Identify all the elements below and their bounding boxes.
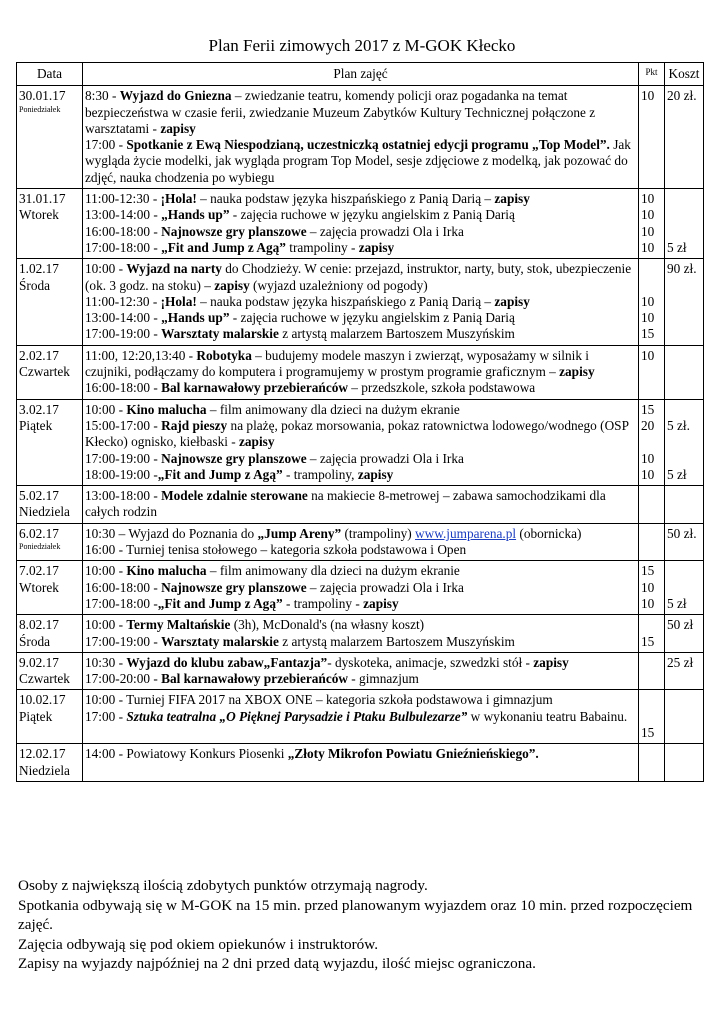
schedule-table bbox=[16, 62, 704, 782]
pkt-cell bbox=[639, 399, 665, 485]
day-of-week: Środa bbox=[19, 633, 51, 649]
activity-line: 17:00-19:00 - Najnowsze gry planszowe – zajęcia prowadzi Ola i Irka bbox=[85, 450, 464, 466]
activity-line: 17:00-20:00 - Bal karnawałowy przebierańców - gimnazjum bbox=[85, 671, 419, 687]
date-value: 5.02.17 bbox=[19, 488, 59, 504]
points-value: 15 bbox=[641, 401, 655, 417]
activity-line: 16:00-18:00 - Bal karnawałowy przebierańców – przedszkole, szkoła podstawowa bbox=[85, 380, 536, 396]
points-value: 10 bbox=[641, 310, 655, 326]
points-value: 20 bbox=[641, 417, 655, 433]
activity-line: 10:30 – Wyjazd do Poznania do „Jump Areny” (trampoliny) www.jumparena.pl (obornicka) bbox=[85, 525, 582, 541]
cost-value: 50 zł. bbox=[667, 525, 697, 541]
koszt-cell bbox=[665, 86, 704, 189]
footer-note: Zajęcia odbywają się pod okiem opiekunów i instruktorów. bbox=[18, 935, 379, 953]
cost-value: 50 zł bbox=[667, 617, 694, 633]
date-cell bbox=[17, 259, 83, 345]
activity-line: 10:00 - Kino malucha – film animowany dla dzieci na dużym ekranie bbox=[85, 563, 460, 579]
pkt-cell bbox=[639, 744, 665, 782]
points-value: 10 bbox=[641, 239, 655, 255]
activity-line: 10:30 - Wyjazd do klubu zabaw„Fantazja”- dyskoteka, animacje, szwedzki stół - zapisy bbox=[85, 654, 569, 670]
activity-line: 14:00 - Powiatowy Konkurs Piosenki „Złoty Mikrofon Powiatu Gnieźnieńskiego”. bbox=[85, 746, 539, 762]
table-row bbox=[17, 561, 704, 615]
footer-note: Zapisy na wyjazdy najpóźniej na 2 dni przed datą wyjazdu, ilość miejsc ograniczona. bbox=[18, 955, 536, 973]
pkt-cell bbox=[639, 486, 665, 524]
pkt-cell bbox=[639, 561, 665, 615]
plan-cell bbox=[83, 523, 639, 561]
table-row bbox=[17, 523, 704, 561]
cost-value: 5 zł bbox=[667, 466, 687, 482]
points-value: 10 bbox=[641, 191, 655, 207]
activity-line: 13:00-14:00 - „Hands up” - zajęcia ruchowe w języku angielskim z Panią Darią bbox=[85, 207, 515, 223]
cost-value: 5 zł bbox=[667, 595, 687, 611]
activity-line: 17:00 - Sztuka teatralna „O Pięknej Parysadzie i Ptaku Bulbulezarze” w wykonaniu teatru Babainu. bbox=[85, 708, 628, 724]
date-cell bbox=[17, 345, 83, 399]
table-row bbox=[17, 189, 704, 259]
plan-cell bbox=[83, 259, 639, 345]
date-cell bbox=[17, 690, 83, 744]
date-cell bbox=[17, 615, 83, 653]
day-of-week: Poniedziałek bbox=[19, 104, 61, 114]
points-value: 15 bbox=[641, 724, 655, 740]
date-value: 2.02.17 bbox=[19, 347, 59, 363]
pkt-cell bbox=[639, 615, 665, 653]
day-of-week: Poniedziałek bbox=[19, 542, 61, 552]
activity-line: 8:30 - Wyjazd do Gniezna – zwiedzanie teatru, komendy policji oraz pogadanka na temat bezpieczeństwa w czasie ferii, zwiedzanie Muzeum Zabytków Kultury Technicznej połączone z warsztatami - zapisy bbox=[85, 88, 596, 136]
day-of-week: Niedziela bbox=[19, 504, 70, 520]
table-row bbox=[17, 652, 704, 690]
koszt-cell bbox=[665, 259, 704, 345]
points-value: 10 bbox=[641, 595, 655, 611]
points-value: 15 bbox=[641, 563, 655, 579]
activity-line: 17:00-19:00 - Warsztaty malarskie z artystą malarzem Bartoszem Muszyńskim bbox=[85, 326, 515, 342]
activity-line: 13:00-18:00 - Modele zdalnie sterowane na makiecie 8-metrowej – zabawa samochodzikami dla całych rodzin bbox=[85, 488, 606, 520]
cost-value: 5 zł bbox=[667, 239, 687, 255]
koszt-cell bbox=[665, 345, 704, 399]
points-value: 10 bbox=[641, 293, 655, 309]
date-cell bbox=[17, 86, 83, 189]
points-value: 10 bbox=[641, 207, 655, 223]
table-row bbox=[17, 744, 704, 782]
header-date: Data bbox=[17, 63, 83, 86]
table-row bbox=[17, 86, 704, 189]
date-value: 7.02.17 bbox=[19, 563, 59, 579]
activity-line: 17:00 - Spotkanie z Ewą Niespodzianą, uczestniczką ostatniej edycji programu „Top Model”. Jak wygląda życie modelki, jak wygląda program Top Model, sesje zdjęciowe z modelką, jak pozować do zdjęć, nauka chodzenia po wybiegu bbox=[85, 137, 631, 185]
day-of-week: Piątek bbox=[19, 417, 53, 433]
day-of-week: Wtorek bbox=[19, 579, 59, 595]
date-value: 6.02.17 bbox=[19, 525, 59, 541]
koszt-cell bbox=[665, 652, 704, 690]
date-cell bbox=[17, 744, 83, 782]
header-plan: Plan zajęć bbox=[83, 63, 639, 86]
pkt-cell bbox=[639, 86, 665, 189]
plan-cell bbox=[83, 744, 639, 782]
date-cell bbox=[17, 486, 83, 524]
date-value: 3.02.17 bbox=[19, 401, 59, 417]
footer-notes bbox=[18, 876, 708, 974]
pkt-cell bbox=[639, 523, 665, 561]
table-row bbox=[17, 486, 704, 524]
points-value: 10 bbox=[641, 466, 655, 482]
cost-value: 5 zł. bbox=[667, 417, 690, 433]
koszt-cell bbox=[665, 744, 704, 782]
cost-value: 90 zł. bbox=[667, 261, 697, 277]
plan-cell bbox=[83, 345, 639, 399]
date-value: 9.02.17 bbox=[19, 654, 59, 670]
day-of-week: Czwartek bbox=[19, 364, 70, 380]
pkt-cell bbox=[639, 345, 665, 399]
activity-line: 17:00-18:00 -„Fit and Jump z Agą” - trampoliny - zapisy bbox=[85, 595, 399, 611]
activity-line: 17:00-18:00 - „Fit and Jump z Agą” trampoliny - zapisy bbox=[85, 239, 395, 255]
table-row bbox=[17, 690, 704, 744]
date-cell bbox=[17, 652, 83, 690]
footer-note: Spotkania odbywają się w M-GOK na 15 min. przed planowanym wyjazdem oraz 10 min. przed rozpoczęciem zajęć. bbox=[18, 896, 693, 934]
koszt-cell bbox=[665, 615, 704, 653]
pkt-cell bbox=[639, 259, 665, 345]
points-value: 15 bbox=[641, 326, 655, 342]
plan-cell bbox=[83, 690, 639, 744]
koszt-cell bbox=[665, 561, 704, 615]
activity-line: 11:00-12:30 - ¡Hola! – nauka podstaw języka hiszpańskiego z Panią Darią – zapisy bbox=[85, 293, 530, 309]
date-value: 12.02.17 bbox=[19, 746, 66, 762]
points-value: 10 bbox=[641, 88, 655, 104]
plan-cell bbox=[83, 399, 639, 485]
date-value: 1.02.17 bbox=[19, 261, 59, 277]
table-header-row bbox=[17, 63, 704, 86]
activity-line: 10:00 - Turniej FIFA 2017 na XBOX ONE – kategoria szkoła podstawowa i gimnazjum bbox=[85, 692, 553, 708]
koszt-cell bbox=[665, 486, 704, 524]
koszt-cell bbox=[665, 189, 704, 259]
plan-cell bbox=[83, 486, 639, 524]
activity-line: 10:00 - Kino malucha – film animowany dla dzieci na dużym ekranie bbox=[85, 401, 460, 417]
activity-line: 17:00-19:00 - Warsztaty malarskie z artystą malarzem Bartoszem Muszyńskim bbox=[85, 633, 515, 649]
date-cell bbox=[17, 189, 83, 259]
activity-line: 16:00-18:00 - Najnowsze gry planszowe – zajęcia prowadzi Ola i Irka bbox=[85, 579, 464, 595]
date-cell bbox=[17, 399, 83, 485]
points-value: 10 bbox=[641, 347, 655, 363]
activity-line: 15:00-17:00 - Rajd pieszy na plażę, pokaz morsowania, pokaz ratownictwa lodowego/wodnego (OSP Kłecko) ognisko, kiełbaski - zapisy bbox=[85, 417, 629, 450]
activity-line: 16:00 - Turniej tenisa stołowego – kategoria szkoła podstawowa i Open bbox=[85, 542, 467, 558]
activity-line: 11:00, 12:20,13:40 - Robotyka – budujemy modele maszyn i zwierząt, wyposażamy w silnik i czujniki, podłączamy do komputera i programujemy w prostym programie graficznym – zapisy bbox=[85, 347, 595, 380]
plan-cell bbox=[83, 86, 639, 189]
table-row bbox=[17, 615, 704, 653]
plan-cell bbox=[83, 189, 639, 259]
date-value: 31.01.17 bbox=[19, 191, 66, 207]
cost-value: 25 zł bbox=[667, 654, 694, 670]
table-row bbox=[17, 345, 704, 399]
activity-line: 13:00-14:00 - „Hands up” - zajęcia ruchowe w języku angielskim z Panią Darią bbox=[85, 310, 515, 326]
day-of-week: Środa bbox=[19, 277, 51, 293]
day-of-week: Niedziela bbox=[19, 762, 70, 778]
header-koszt: Koszt bbox=[665, 63, 704, 86]
day-of-week: Czwartek bbox=[19, 671, 70, 687]
footer-note: Osoby z największą ilością zdobytych punktów otrzymają nagrody. bbox=[18, 877, 428, 894]
activity-line: 10:00 - Termy Maltańskie (3h), McDonald's (na własny koszt) bbox=[85, 617, 425, 633]
points-value: 10 bbox=[641, 223, 655, 239]
date-value: 30.01.17 bbox=[19, 88, 66, 104]
points-value: 10 bbox=[641, 450, 655, 466]
koszt-cell bbox=[665, 690, 704, 744]
pkt-cell bbox=[639, 690, 665, 744]
table-row bbox=[17, 259, 704, 345]
date-value: 8.02.17 bbox=[19, 617, 59, 633]
points-value: 10 bbox=[641, 579, 655, 595]
activity-line: 18:00-19:00 -„Fit and Jump z Agą” - trampoliny, zapisy bbox=[85, 466, 394, 482]
plan-cell bbox=[83, 652, 639, 690]
cost-value: 20 zł. bbox=[667, 88, 697, 104]
koszt-cell bbox=[665, 523, 704, 561]
header-pkt: Pkt bbox=[639, 63, 665, 86]
date-cell bbox=[17, 561, 83, 615]
plan-cell bbox=[83, 615, 639, 653]
jumparena-link[interactable]: www.jumparena.pl bbox=[415, 525, 517, 541]
pkt-cell bbox=[639, 189, 665, 259]
day-of-week: Wtorek bbox=[19, 207, 59, 223]
table-row bbox=[17, 399, 704, 485]
activity-line: 11:00-12:30 - ¡Hola! – nauka podstaw języka hiszpańskiego z Panią Darią – zapisy bbox=[85, 191, 530, 207]
date-value: 10.02.17 bbox=[19, 692, 66, 708]
points-value: 15 bbox=[641, 633, 655, 649]
document-title: Plan Ferii zimowych 2017 z M-GOK Kłecko bbox=[208, 36, 516, 55]
koszt-cell bbox=[665, 399, 704, 485]
activity-line: 16:00-18:00 - Najnowsze gry planszowe – zajęcia prowadzi Ola i Irka bbox=[85, 223, 464, 239]
activity-line: 10:00 - Wyjazd na narty do Chodzieży. W cenie: przejazd, instruktor, narty, buty, stok, ubezpieczenie (ok. 3 godz. na stoku) – zapisy (wyjazd uzależniony od pogody) bbox=[85, 261, 632, 293]
date-cell bbox=[17, 523, 83, 561]
day-of-week: Piątek bbox=[19, 708, 53, 724]
plan-cell bbox=[83, 561, 639, 615]
pkt-cell bbox=[639, 652, 665, 690]
